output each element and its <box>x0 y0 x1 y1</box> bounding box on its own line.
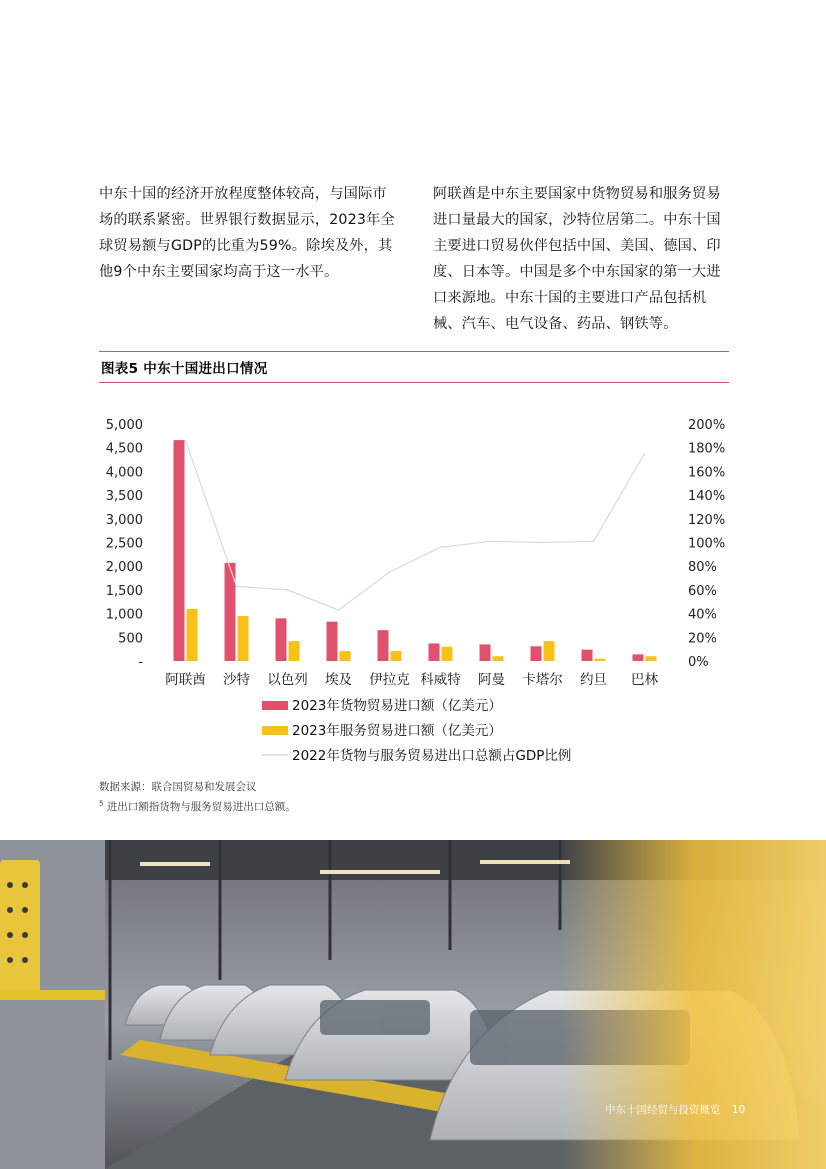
x-tick-label: 科威特 <box>420 672 461 688</box>
footnote-marker: 5 <box>99 799 104 808</box>
footer-page-number: 10 <box>731 1104 746 1116</box>
bar-goods-4 <box>378 630 389 661</box>
y-left-tick-label: 5,000 <box>105 418 143 433</box>
y-right-tick-label: 20% <box>688 631 717 647</box>
legend-label: 2023年货物贸易进口额（亿美元） <box>292 698 502 714</box>
y-right-tick-label: 60% <box>688 583 717 599</box>
footnote-text: 进出口额指货物与服务贸易进出口总额。 <box>106 801 296 813</box>
y-right-tick-label: 0% <box>688 655 709 670</box>
bar-services-3 <box>340 651 351 661</box>
y-right-tick-label: 200% <box>688 418 726 433</box>
bar-goods-7 <box>531 646 542 661</box>
y-right-tick-label: 100% <box>688 536 726 552</box>
bar-goods-0 <box>174 440 185 661</box>
bar-services-2 <box>289 641 300 661</box>
legend-label: 2022年货物与服务贸易进出口总额占GDP比例 <box>292 748 572 764</box>
bar-services-6 <box>493 656 504 661</box>
paragraph-right: 阿联酋是中东主要国家中货物贸易和服务贸易进口量最大的国家，沙特位居第二。中东十国主要进口贸易伙伴包括中国、美国、德国、印度、日本等。中国是多个中东国家的第一大进口来源地。中东十国的主要进口产品包括机械、汽车、电气设备、药品、钢铁等。 <box>433 186 721 332</box>
y-right-tick-label: 160% <box>688 465 726 481</box>
bar-goods-2 <box>276 618 287 661</box>
y-left-tick-label: 3,500 <box>105 489 143 505</box>
y-left-tick-label: 4,500 <box>105 441 143 457</box>
y-right-tick-label: 40% <box>688 607 717 623</box>
bar-services-7 <box>544 641 555 661</box>
x-tick-label: 沙特 <box>223 672 250 688</box>
gdp-ratio-point-9 <box>644 453 646 455</box>
gdp-ratio-point-6 <box>491 541 493 543</box>
x-tick-label: 伊拉克 <box>369 672 410 688</box>
bar-goods-3 <box>327 622 338 661</box>
bar-services-8 <box>595 659 606 661</box>
y-right-tick-label: 120% <box>688 512 726 528</box>
gdp-ratio-point-2 <box>287 589 289 591</box>
source-note: 数据来源：联合国贸易和发展会议 <box>99 781 257 793</box>
gdp-ratio-point-1 <box>236 586 238 588</box>
bar-services-4 <box>391 651 402 661</box>
paragraph-left: 中东十国的经济开放程度整体较高，与国际市场的联系紧密。世界银行数据显示，2023年全球贸易额与GDP的比重为59%。除埃及外，其他9个中东主要国家均高于这一水平。 <box>99 186 395 280</box>
legend-label: 2023年服务贸易进口额（亿美元） <box>292 723 502 739</box>
bar-goods-8 <box>582 650 593 661</box>
y-left-tick-label: 500 <box>118 631 143 647</box>
legend-swatch-services <box>262 726 288 735</box>
bar-services-5 <box>442 647 453 661</box>
x-tick-label: 卡塔尔 <box>522 672 563 688</box>
footnote <box>99 799 296 814</box>
y-left-tick-label: 1,000 <box>105 607 143 623</box>
gdp-ratio-point-3 <box>338 609 340 611</box>
y-right-tick-label: 180% <box>688 441 726 457</box>
bar-goods-5 <box>429 643 440 661</box>
x-tick-label: 约旦 <box>580 672 607 688</box>
footer-publication: 中东十国经贸与投资概览 <box>605 1104 721 1116</box>
y-left-tick-label: 3,000 <box>105 512 143 528</box>
x-tick-label: 阿曼 <box>478 672 505 688</box>
x-tick-label: 阿联酋 <box>165 672 206 688</box>
x-tick-label: 埃及 <box>325 672 352 688</box>
gdp-ratio-point-7 <box>542 542 544 544</box>
y-left-tick-label: 2,500 <box>105 536 143 552</box>
legend-swatch-goods <box>262 701 288 710</box>
gdp-ratio-point-8 <box>593 541 595 543</box>
bar-goods-6 <box>480 644 491 661</box>
bar-services-9 <box>646 656 657 661</box>
bar-services-0 <box>187 609 198 661</box>
y-right-tick-label: 80% <box>688 560 717 576</box>
y-right-tick-label: 140% <box>688 489 726 505</box>
gdp-ratio-point-5 <box>440 546 442 548</box>
factory-photo <box>0 840 826 1169</box>
gdp-ratio-point-0 <box>185 440 187 442</box>
y-left-tick-label: 2,000 <box>105 560 143 576</box>
y-left-tick-label: 4,000 <box>105 465 143 481</box>
bar-services-1 <box>238 616 249 661</box>
y-left-tick-label: - <box>138 655 143 670</box>
gdp-ratio-line <box>186 441 645 610</box>
figure-title: 图表5 中东十国进出口情况 <box>101 361 268 377</box>
bar-goods-9 <box>633 654 644 661</box>
x-tick-label: 巴林 <box>631 672 658 688</box>
x-tick-label: 以色列 <box>267 672 308 688</box>
gdp-ratio-point-4 <box>389 571 391 573</box>
y-left-tick-label: 1,500 <box>105 583 143 599</box>
